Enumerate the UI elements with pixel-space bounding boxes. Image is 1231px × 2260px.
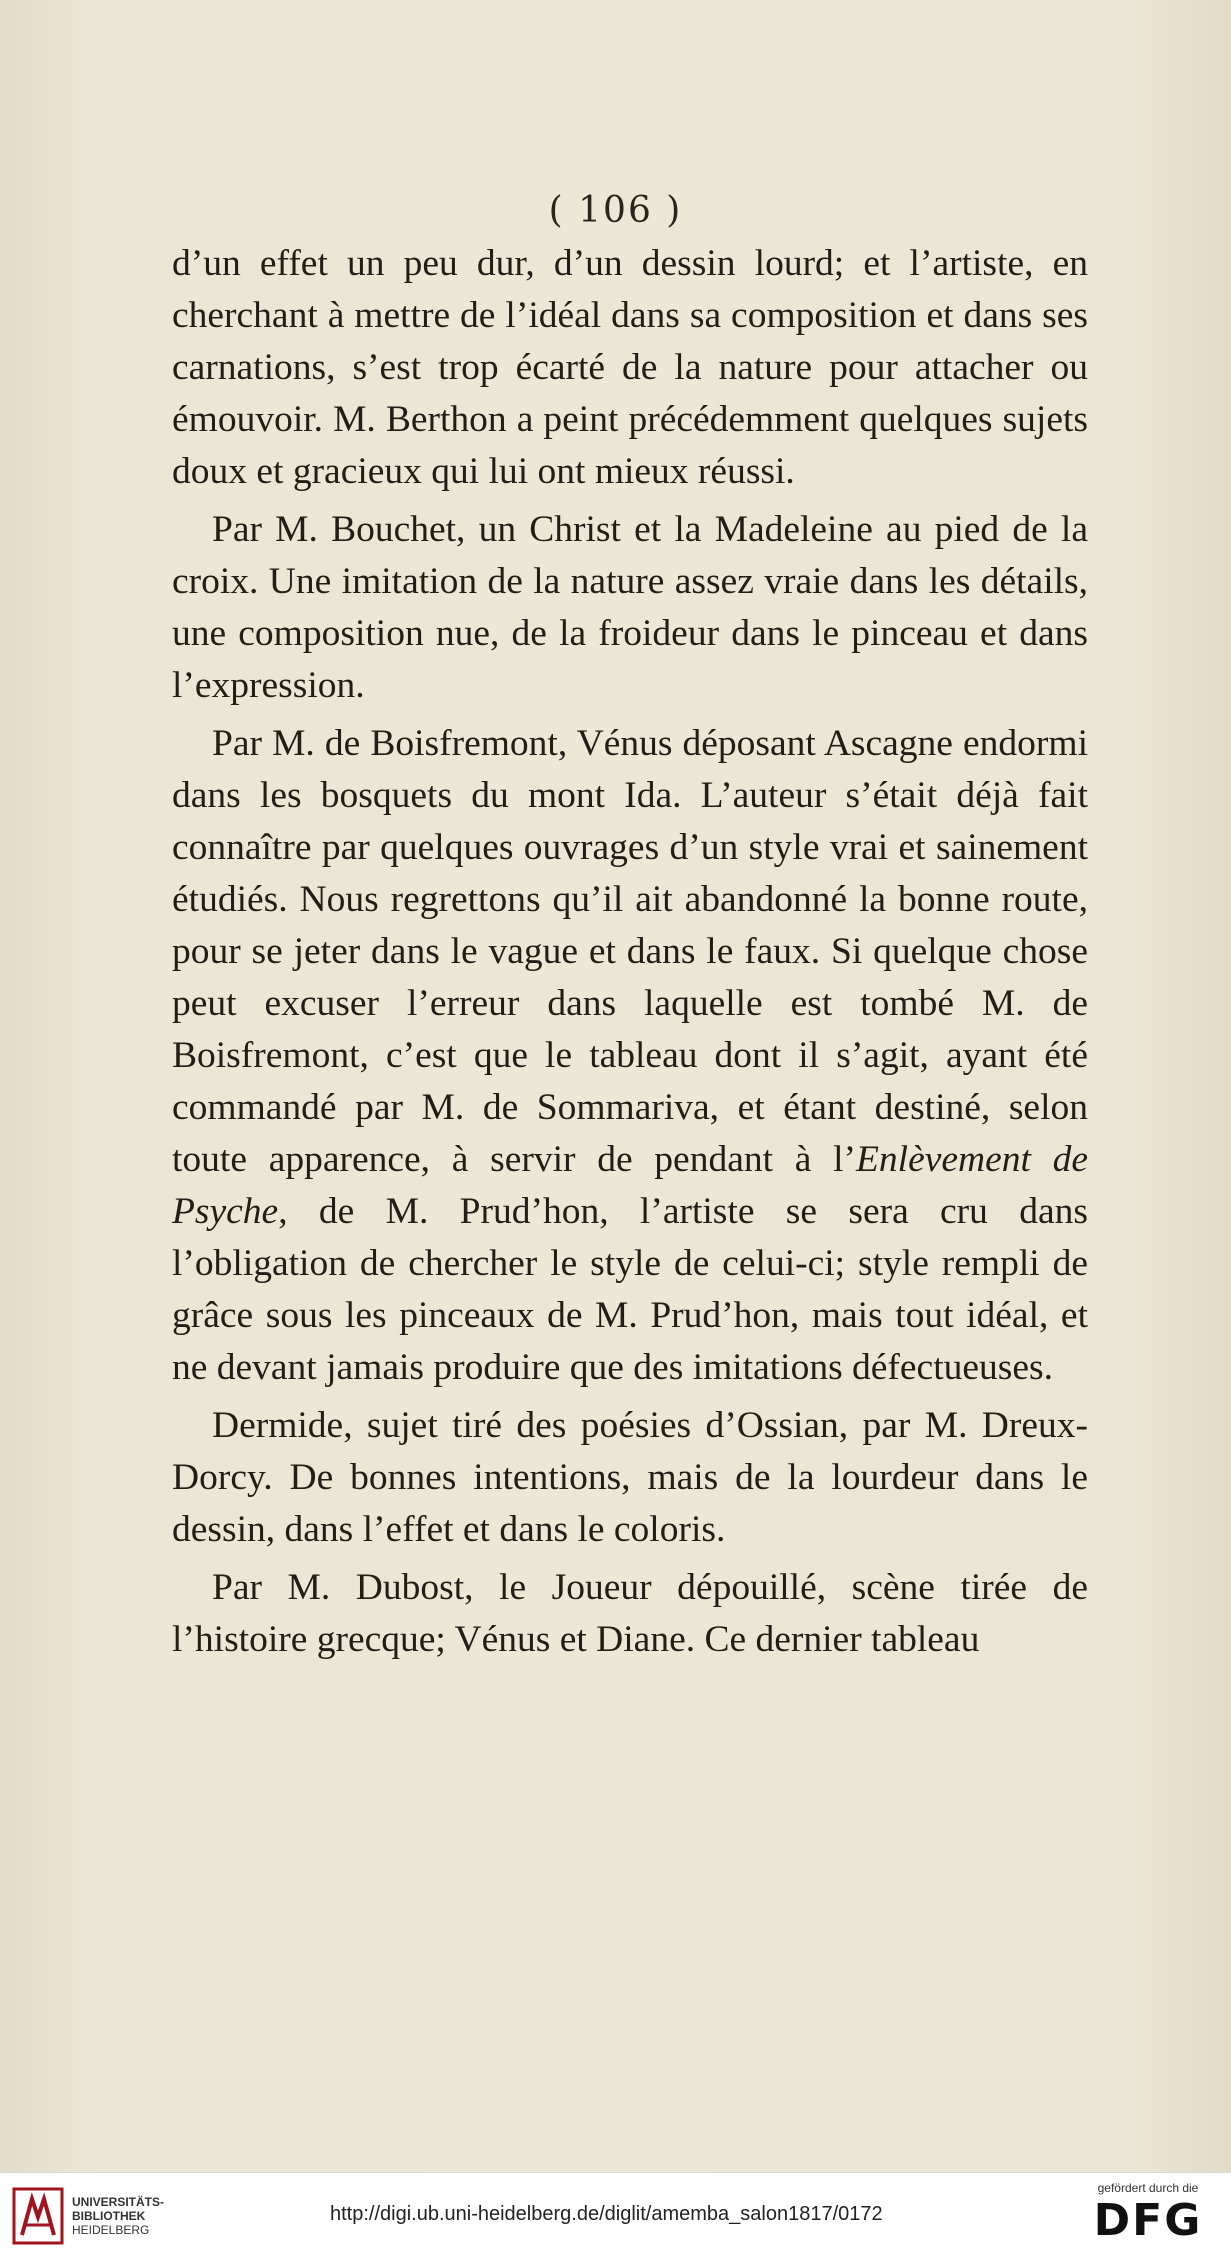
paragraph-bouchet: Par M. Bouchet, un Christ et la Madeleine au pied de la croix. Une imitation de la nature assez vraie dans les détails, une composition nue, de la froideur dans le pinceau et dans l’expression. bbox=[172, 509, 1088, 706]
paragraph-berthon: d’un effet un peu dur, d’un dessin lourd; et l’artiste, en cherchant à mettre de l’idéal dans sa composition et dans ses carnations, s’est trop écarté de la nature pour attacher ou émouvoir. M. Berthon a peint précédemment quelques sujets doux et gracieux qui lui ont mieux réussi. bbox=[172, 243, 1088, 492]
funder-block bbox=[1083, 2181, 1213, 2245]
permalink-url[interactable]: http://digi.ub.uni-heidelberg.de/diglit/amemba_salon1817/0172 bbox=[330, 2203, 883, 2225]
boisfremont-text-end: , de M. Prud’hon, l’artiste se sera cru dans l’obligation de chercher le style de celui-ci; style rempli de grâce sous les pinceaux de M. Prud’hon, mais tout idéal, et ne devant jamais produire que des imitations défectueuses. bbox=[172, 1191, 1088, 1388]
library-name-line3: HEIDELBERG bbox=[72, 2223, 150, 2237]
viewer-footer bbox=[0, 2172, 1231, 2260]
funding-caption: gefördert durch die bbox=[1097, 2181, 1199, 2195]
boisfremont-text-start: Par M. de Boisfremont, Vénus déposant Ascagne endormi dans les bosquets du mont Ida. L’auteur s’était déjà fait connaître par quelques ouvrages d’un style vrai et sainement étudiés. Nous regrettons qu’il ait abandonné la bonne route, pour se jeter dans le vague et dans le faux. Si quelque chose peut excuser l’erreur dans laquelle est tombé M. de Boisfremont, c’est que le tableau dont il s’agit, ayant été commandé par M. de Sommariva, et étant destiné, selon toute apparence, à servir de pendant à l’ bbox=[172, 723, 1088, 1180]
page-number: ( 106 ) bbox=[548, 190, 683, 231]
library-name-line1: UNIVERSITÄTS- bbox=[72, 2195, 165, 2209]
library-name-line2: BIBLIOTHEK bbox=[72, 2209, 146, 2223]
body-text bbox=[172, 238, 1088, 1672]
paragraph-dubost: Par M. Dubost, le Joueur dépouillé, scène tirée de l’histoire grecque; Vénus et Diane. Ce dernier tableau bbox=[172, 1567, 1088, 1660]
university-library-logo-icon bbox=[12, 2185, 64, 2247]
paragraph-boisfremont bbox=[172, 718, 1088, 1394]
library-name bbox=[72, 2195, 164, 2237]
paragraph-dermide: Dermide, sujet tiré des poésies d’Ossian, par M. Dreux-Dorcy. De bonnes intentions, mais de la lourdeur dans le dessin, dans l’effet et dans le coloris. bbox=[172, 1405, 1088, 1550]
italic-title-enlevement: Enlèvement de Psyche bbox=[172, 1139, 1089, 1232]
dfg-logo: DFG bbox=[1093, 2195, 1203, 2246]
